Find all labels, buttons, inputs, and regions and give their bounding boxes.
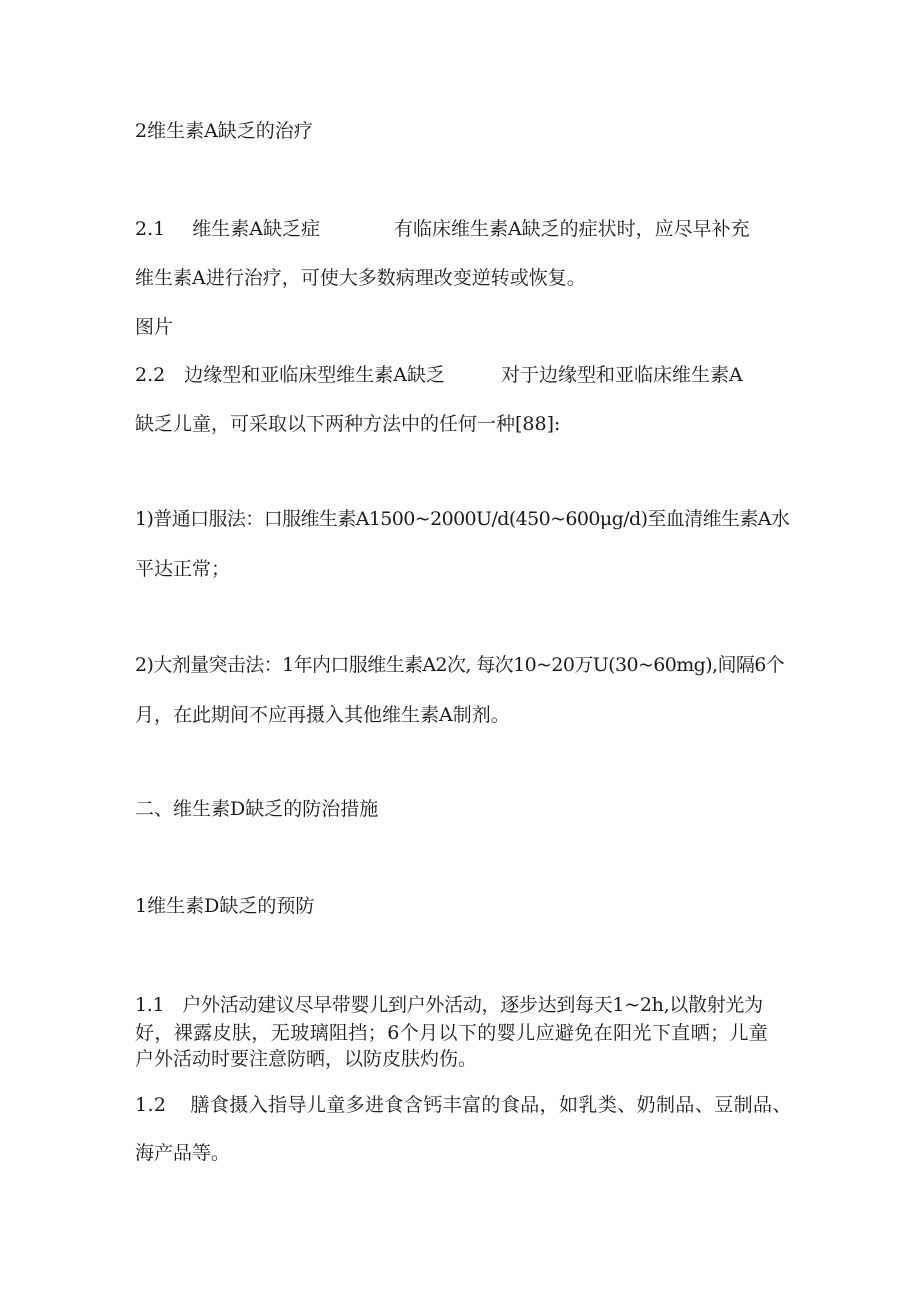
section-1-2-line-2: 海产品等。 (135, 1142, 231, 1164)
section-1-1-line-1 (135, 996, 763, 1015)
method-2-line-2: 月，在此期间不应再摄入其他维生素A制剂。 (135, 704, 510, 726)
section-2-1-line-1 (135, 220, 750, 239)
section-2-1-title: 维生素A缺乏症 (192, 218, 320, 240)
heading-vitamin-d-measures: 二、维生素D缺乏的防治措施 (135, 798, 379, 820)
image-placeholder-label: 图片 (135, 316, 174, 338)
section-1-2-number: 1.2 (135, 1094, 167, 1116)
section-2-1-line-2: 维生素A进行治疗，可使大多数病理改变逆转或恢复。 (135, 267, 586, 289)
section-2-2-title: 边缘型和亚临床型维生素A缺乏 (184, 364, 445, 386)
section-2-2-line-2: 缺乏儿童，可采取以下两种方法中的任何一种[88]: (135, 413, 561, 435)
heading-vitamin-d-prevention: 1维生素D缺乏的预防 (135, 895, 315, 917)
section-1-2-text: 膳食摄入指导儿童多进食含钙丰富的食品，如乳类、奶制品、豆制品、 (190, 1094, 792, 1116)
section-1-1-text: 户外活动建议尽早带婴儿到户外活动，逐步达到每天1~2h,以散射光为 (182, 994, 763, 1016)
section-2-2-line-1 (135, 366, 743, 385)
section-1-1-line-3: 户外活动时要注意防晒，以防皮肤灼伤。 (135, 1048, 478, 1070)
method-1-line-2: 平达正常； (135, 558, 231, 580)
heading-vitamin-a-treatment: 2维生素A缺乏的治疗 (135, 120, 313, 142)
section-1-1-number: 1.1 (135, 994, 165, 1016)
section-2-2-lead: 对于边缘型和亚临床维生素A (500, 364, 743, 386)
section-1-1-line-2: 好，裸露皮肤，无玻璃阻挡；6个月以下的婴儿应避免在阳光下直晒；儿童 (135, 1022, 769, 1044)
section-2-2-number: 2.2 (135, 364, 166, 386)
method-1-line-1: 1)普通口服法：口服维生素A1500~2000U/d(450~600μg/d)至血清维生素A水 (135, 508, 790, 530)
section-2-1-number: 2.1 (135, 218, 166, 240)
method-2-line-1: 2)大剂量突击法：1年内口服维生素A2次, 每次10~20万U(30~60mg),间隔6个 (135, 654, 785, 676)
section-2-1-lead: 有临床维生素A缺乏的症状时，应尽早补充 (393, 218, 750, 240)
section-1-2-line-1 (135, 1096, 792, 1115)
